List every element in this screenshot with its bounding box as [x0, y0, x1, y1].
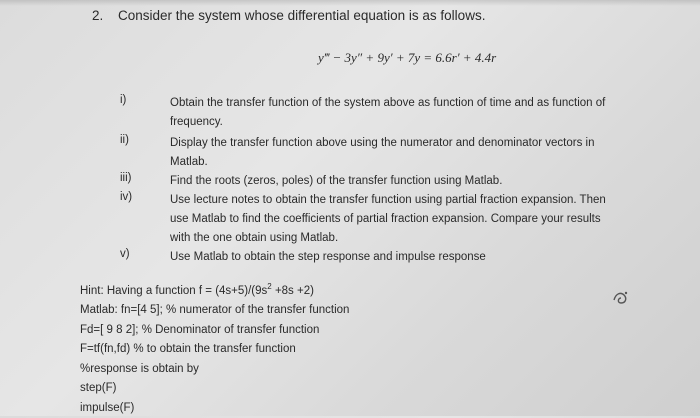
item-iv-line-2: use Matlab to find the coefficients of partial fraction expansion. Compare your results — [170, 213, 601, 225]
hint-line-6: step(F) — [80, 382, 117, 395]
item-ii-line-1: Display the transfer function above using the numerator and denominator vectors in — [170, 137, 595, 149]
ink-smudge-icon — [612, 290, 630, 309]
item-roman-ii: ii) — [120, 134, 129, 146]
item-iv-line-1: Use lecture notes to obtain the transfer function using partial fraction expansion. Then — [170, 194, 606, 206]
hint-line-3: Fd=[ 9 8 2]; % Denominator of transfer function — [80, 323, 320, 336]
item-roman-iv: iv) — [120, 191, 133, 203]
item-roman-i: i) — [120, 94, 127, 106]
hint-line-7: impulse(F) — [80, 401, 135, 414]
question-number: 2. — [92, 8, 104, 23]
item-ii-line-2: Matlab. — [170, 156, 208, 168]
hint-line-5: %response is obtain by — [80, 362, 199, 375]
item-iii-line-1: Find the roots (zeros, poles) of the transfer function using Matlab. — [170, 175, 503, 187]
item-roman-iii: iii) — [120, 172, 132, 184]
hint-line-4: F=tf(fn,fd) % to obtain the transfer function — [80, 343, 296, 356]
item-roman-v: v) — [120, 248, 130, 260]
question-intro: Consider the system whose differential equation is as follows. — [118, 8, 486, 23]
hint-block — [80, 277, 349, 418]
item-iv-line-3: with the one obtain using Matlab. — [170, 232, 339, 244]
hint-line-2: Matlab: fn=[4 5]; % numerator of the transfer function — [80, 304, 350, 317]
exponent: 2 — [267, 282, 272, 291]
item-i-line-2: frequency. — [170, 116, 223, 128]
item-i-line-1: Obtain the transfer function of the system above as function of time and as function of — [170, 97, 606, 109]
item-v-line-1: Use Matlab to obtain the step response and impulse response — [170, 251, 486, 263]
item-iii-text — [170, 172, 660, 191]
differential-equation: y‴ − 3y″ + 9y′ + 7y = 6.6r′ + 4.4r — [318, 50, 497, 65]
item-iv-text — [170, 191, 660, 248]
hint-line-1: Hint: Having a function $f = (4s+5)/(9s^2 +8s +2)$ — [80, 282, 314, 297]
page-shadow — [0, 0, 700, 6]
question-heading — [92, 8, 485, 23]
item-ii-text — [170, 134, 660, 172]
item-v-text — [170, 248, 660, 267]
item-i-text — [170, 94, 660, 132]
